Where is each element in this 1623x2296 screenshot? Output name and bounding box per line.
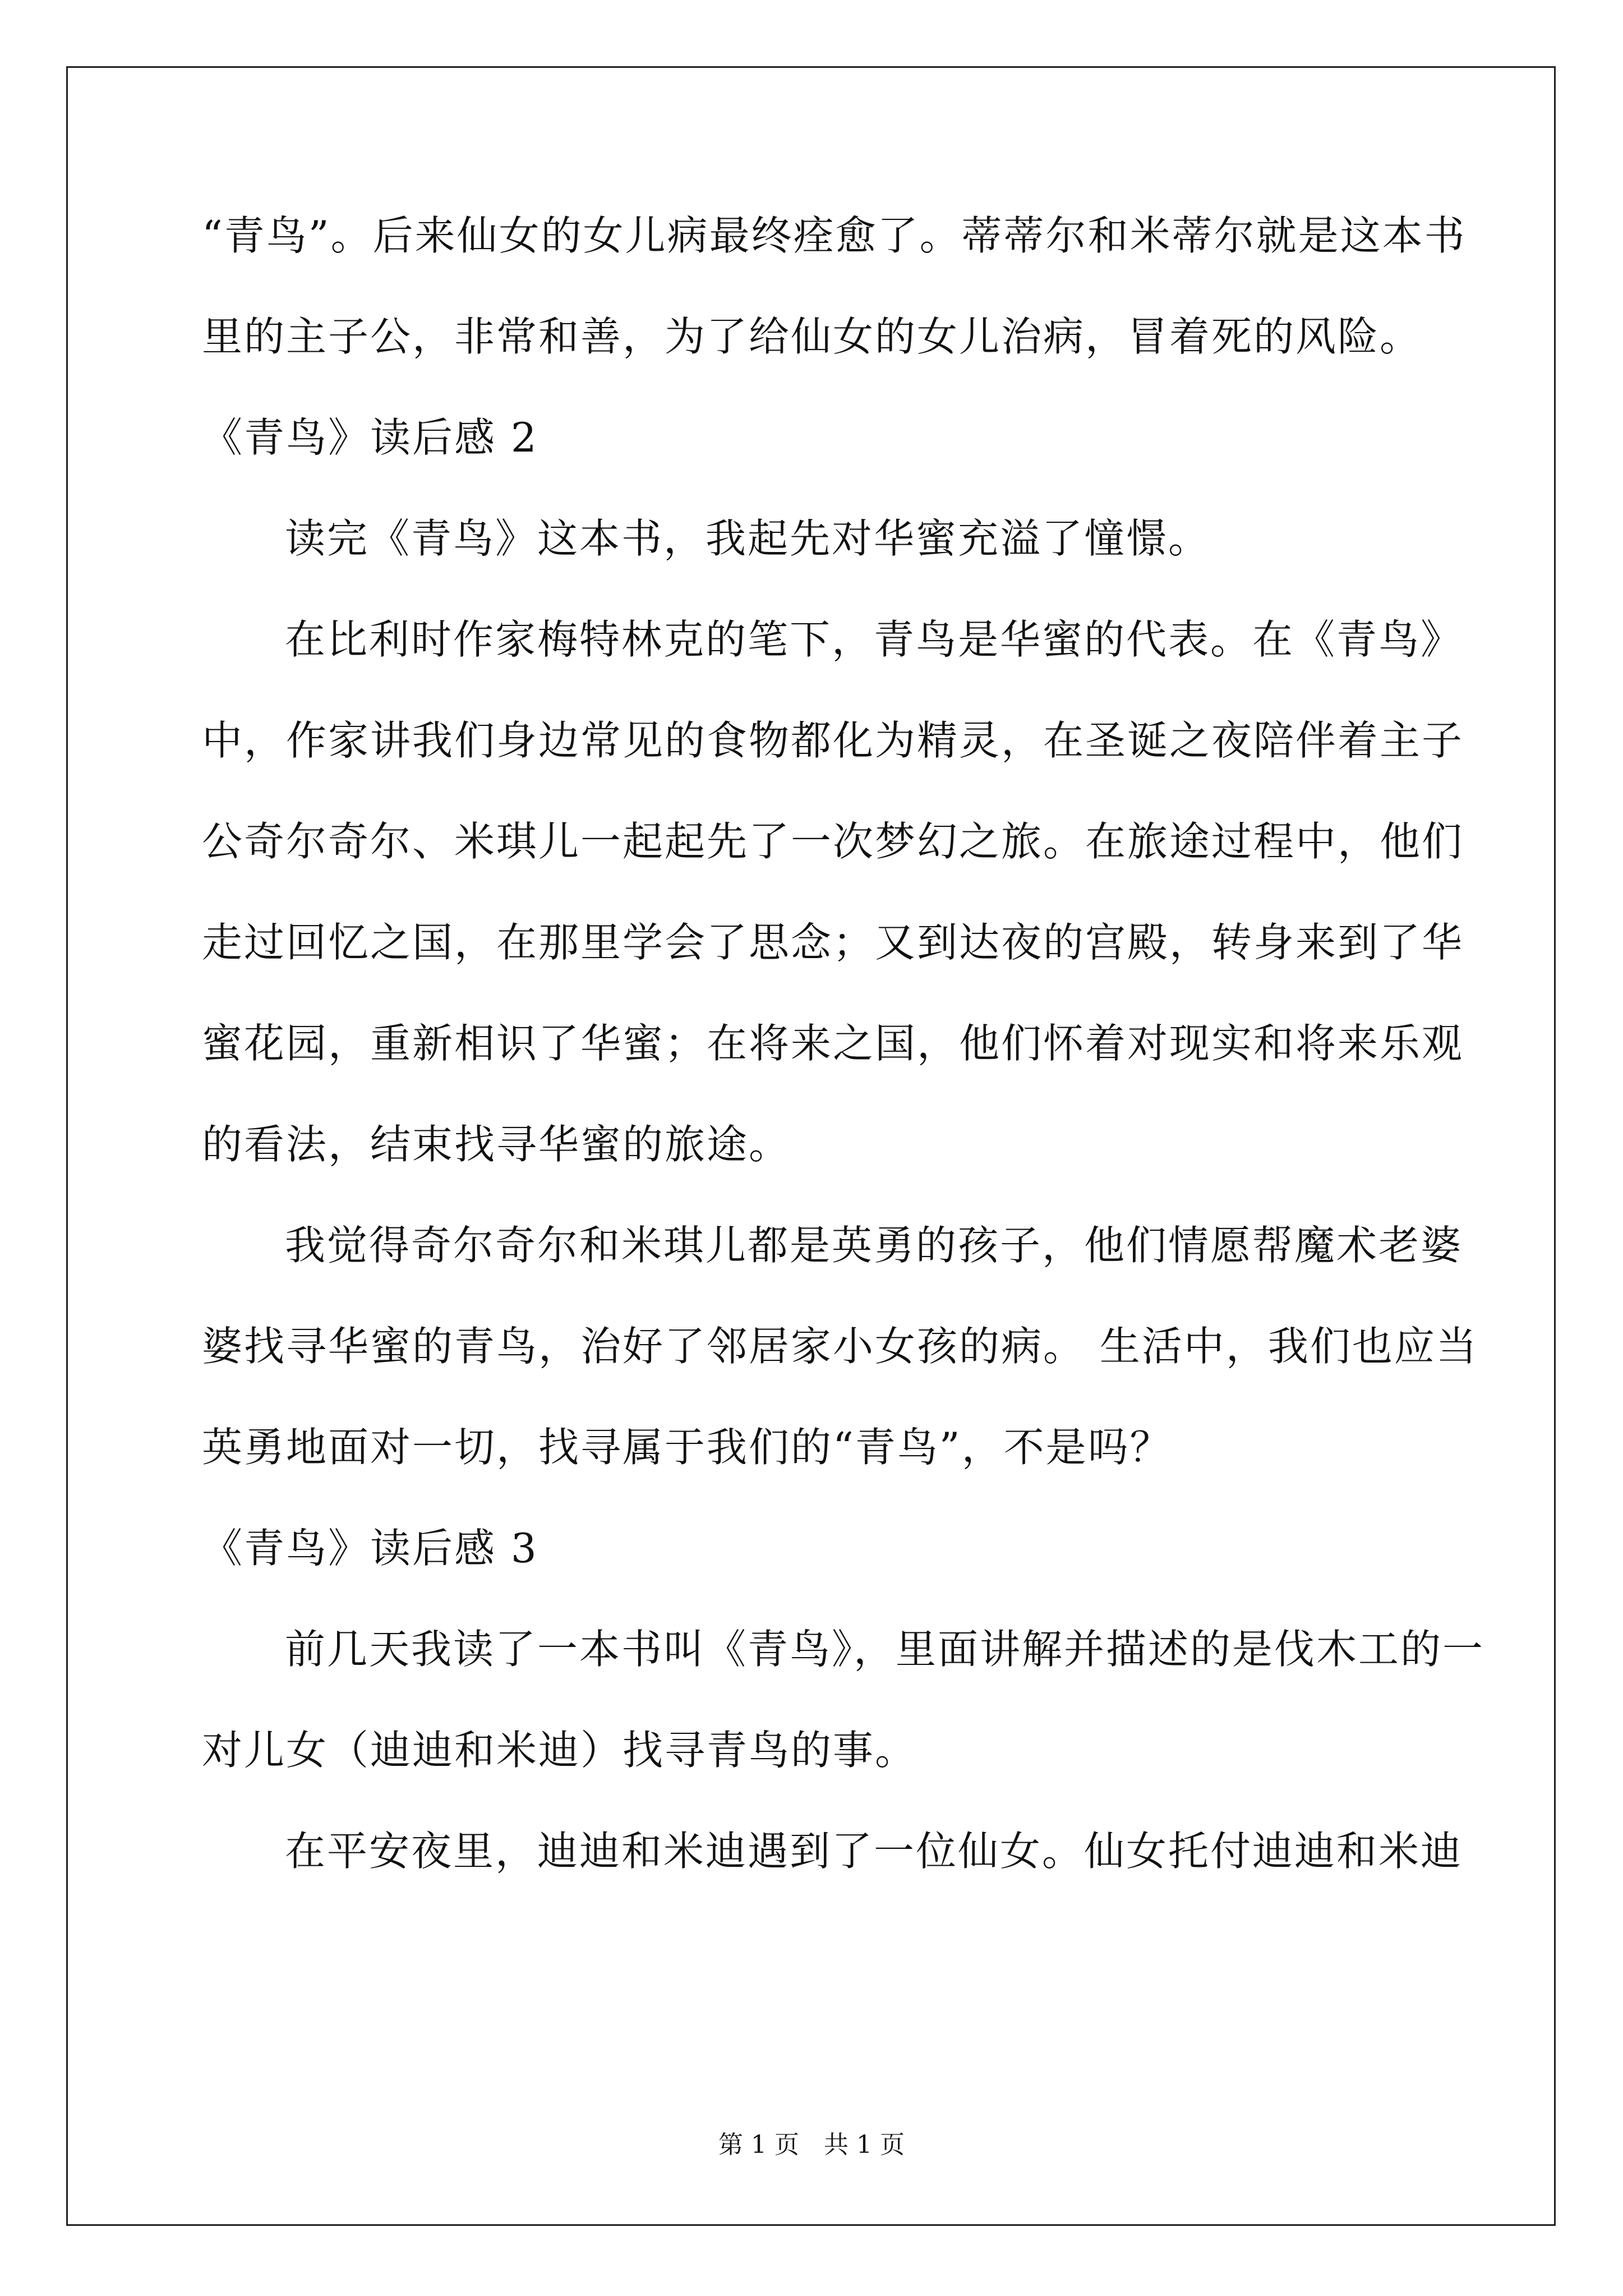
text-line: 走过回忆之国，在那里学会了思念；又到达夜的宫殿，转身来到了华 [202, 919, 1464, 966]
paragraph-start: 读完《青鸟》这本书，我起先对华蜜充溢了憧憬。 [285, 515, 1211, 562]
text-line: 蜜花园，重新相识了华蜜；在将来之国，他们怀着对现实和将来乐观 [202, 1020, 1464, 1067]
page-total: 共 1 页 [824, 2131, 905, 2159]
text-line: 的看法，结束找寻华蜜的旅途。 [202, 1121, 791, 1168]
page-number: 第 1 页 [718, 2131, 799, 2159]
text-line: 婆找寻华蜜的青鸟，治好了邻居家小女孩的病。 生活中，我们也应当 [202, 1323, 1478, 1370]
paragraph-start: 我觉得奇尔奇尔和米琪儿都是英勇的孩子，他们情愿帮魔术老婆 [285, 1222, 1463, 1269]
paragraph-start: 在比利时作家梅特林克的笔下，青鸟是华蜜的代表。在《青鸟》 [285, 616, 1463, 663]
page-footer [0, 2128, 1623, 2162]
text-line: 公奇尔奇尔、米琪儿一起起先了一次梦幻之旅。在旅途过程中，他们 [202, 818, 1464, 865]
section-heading: 《青鸟》读后感 2 [202, 414, 538, 461]
document-body [202, 185, 1485, 1902]
text-line: 对儿女（迪迪和米迪）找寻青鸟的事。 [202, 1727, 917, 1774]
section-heading: 《青鸟》读后感 3 [202, 1525, 538, 1572]
paragraph-start: 前几天我读了一本书叫《青鸟》，里面讲解并描述的是伐木工的一 [285, 1626, 1485, 1673]
paragraph-start: 在平安夜里，迪迪和米迪遇到了一位仙女。仙女托付迪迪和米迪 [285, 1828, 1463, 1875]
text-line: 英勇地面对一切，找寻属于我们的“青鸟”，不是吗？ [202, 1424, 1172, 1471]
text-line: 中，作家讲我们身边常见的食物都化为精灵，在圣诞之夜陪伴着主子 [202, 717, 1464, 764]
text-line: “青鸟”。后来仙女的女儿病最终痊愈了。蒂蒂尔和米蒂尔就是这本书 [202, 212, 1467, 259]
text-line: 里的主子公，非常和善，为了给仙女的女儿治病，冒着死的风险。 [202, 313, 1422, 360]
